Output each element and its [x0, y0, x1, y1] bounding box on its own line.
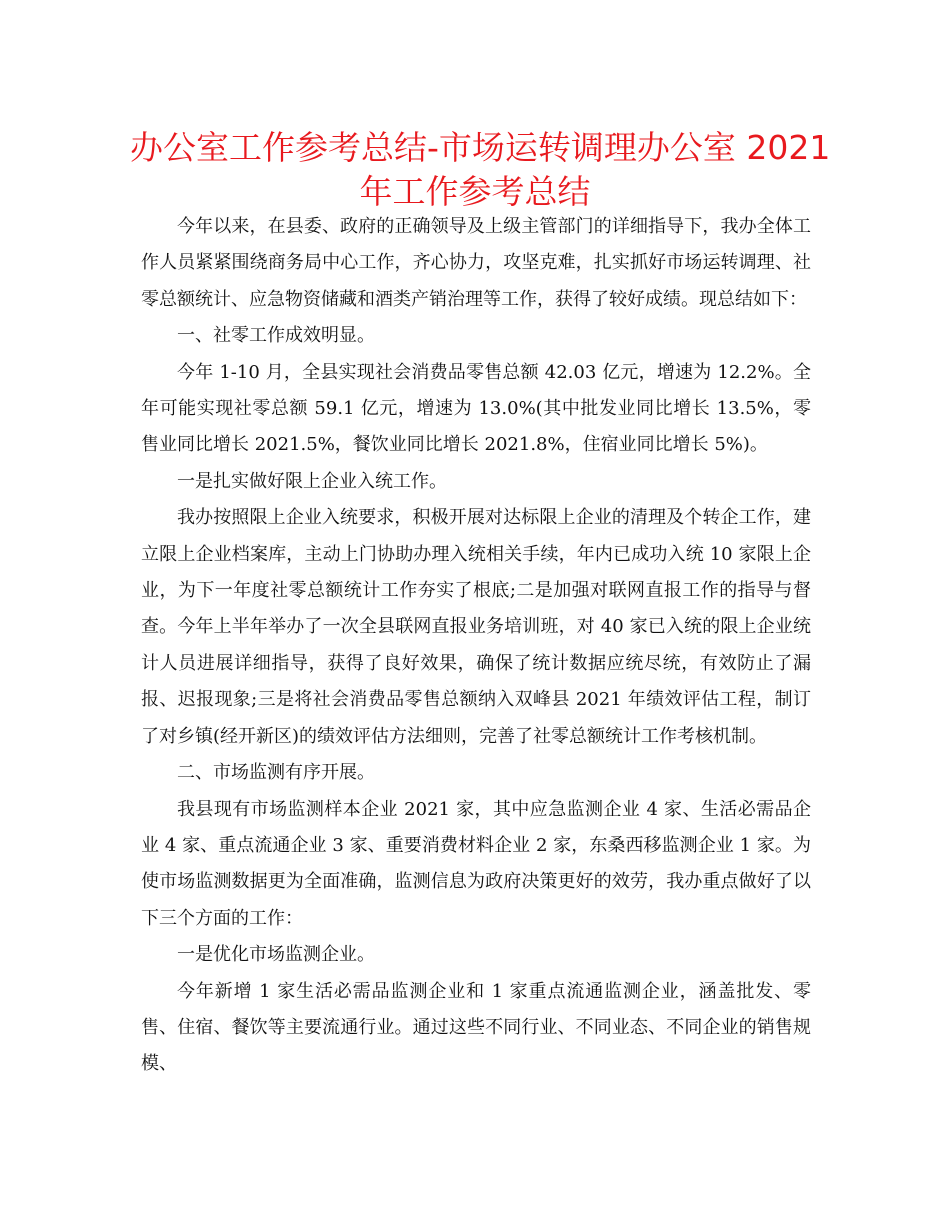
- document-body: [141, 209, 811, 1083]
- section-heading-2: 二、市场监测有序开展。: [177, 762, 375, 784]
- document-title-line-2: 年工作参考总结: [359, 172, 591, 211]
- paragraph-sales-figures: 今年 1-10 月，全县实现社会消费品零售总额 42.03 亿元，增速为 12.2%。全年可能实现社零总额 59.1 亿元，增速为 13.0%(其中批发业同比增长 13.5%，零售业同比增长 2021.5%，餐饮业同比增长 2021.8%，住宿业同比增长 5%)。: [141, 361, 811, 456]
- paragraph-monitoring-samples: 我县现有市场监测样本企业 2021 家，其中应急监测企业 4 家、生活必需品企业 4 家、重点流通企业 3 家、重要消费材料企业 2 家，东桑西移监测企业 1 家。为使市场监测数据更为全面准确，监测信息为政府决策更好的效劳，我办重点做好了以下三个方面的工作：: [141, 798, 811, 929]
- paragraph-intro: 今年以来，在县委、政府的正确领导及上级主管部门的详细指导下，我办全体工作人员紧紧围绕商务局中心工作，齐心协力，攻坚克难，扎实抓好市场运转调理、社零总额统计、应急物资储藏和酒类产销治理等工作，获得了较好成绩。现总结如下：: [141, 216, 811, 310]
- document-title-line-1: 办公室工作参考总结-市场运转调理办公室 2021: [130, 128, 831, 167]
- subheading-enterprise-registration: 一是扎实做好限上企业入统工作。: [177, 470, 447, 492]
- subheading-optimize-monitoring: 一是优化市场监测企业。: [177, 944, 375, 966]
- paragraph-new-enterprises: 今年新增 1 家生活必需品监测企业和 1 家重点流通监测企业，涵盖批发、零售、住宿、餐饮等主要流通行业。通过这些不同行业、不同业态、不同企业的销售规模、: [141, 980, 811, 1075]
- section-heading-1: 一、社零工作成效明显。: [177, 325, 375, 347]
- paragraph-registration-work: 我办按照限上企业入统要求，积极开展对达标限上企业的清理及个转企工作，建立限上企业档案库，主动上门协助办理入统相关手续，年内已成功入统 10 家限上企业，为下一年度社零总额统计工作夯实了根底;二是加强对联网直报工作的指导与督查。今年上半年举办了一次全县联网直报业务培训班，对 40 家已入统的限上企业统计人员进展详细指导，获得了良好效果，确保了统计数据应统尽统，有效防止了漏报、迟报现象;三是将社会消费品零售总额纳入双峰县 2021 年绩效评估工程，制订了对乡镇(经开新区)的绩效评估方法细则，完善了社零总额统计工作考核机制。: [141, 507, 811, 747]
